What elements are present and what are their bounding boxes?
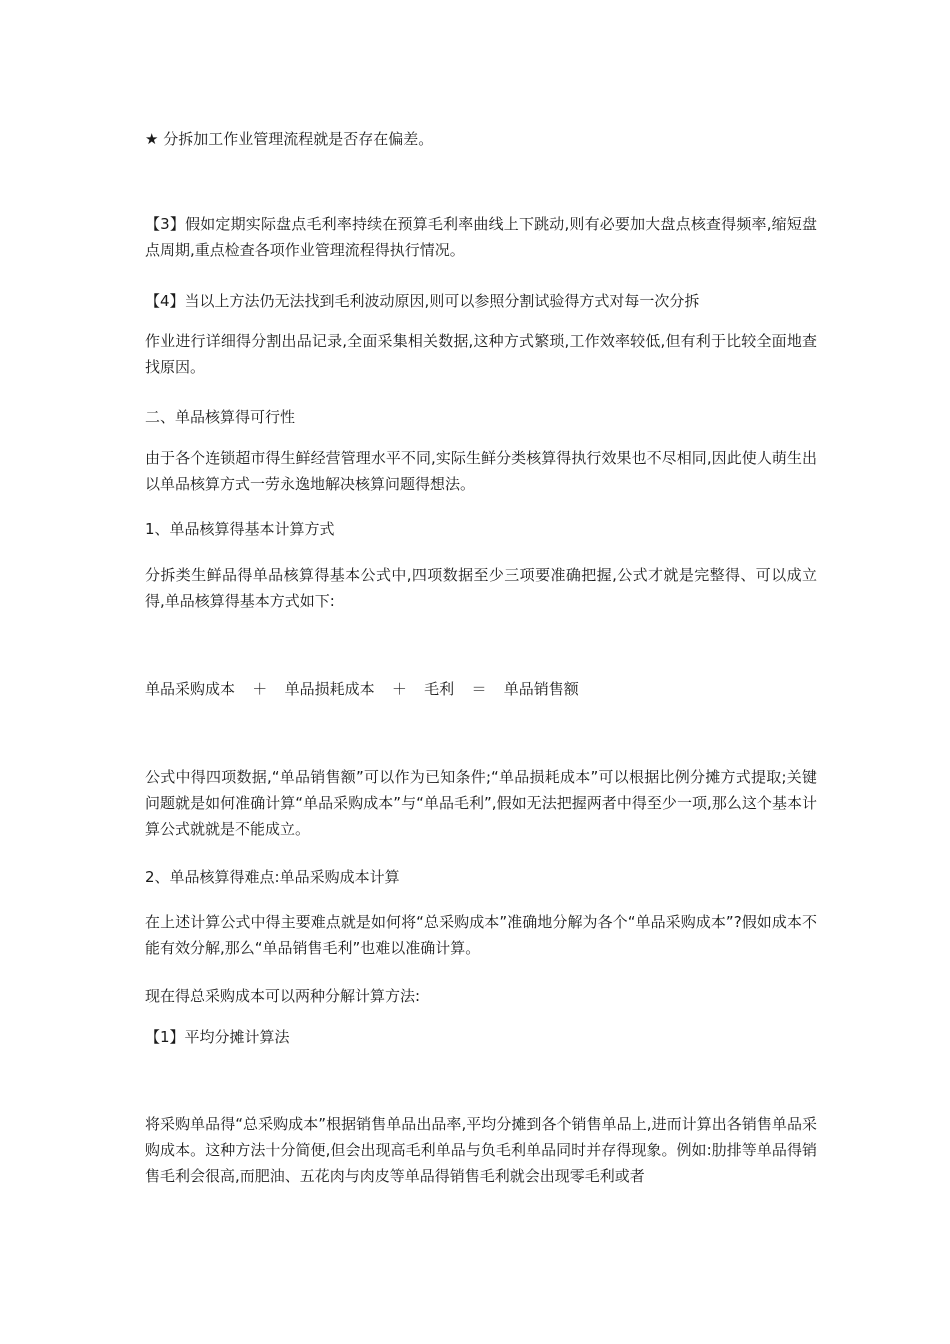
formula-term-sales: 单品销售额	[503, 680, 579, 698]
paragraph-item-4: 【4】当以上方法仍无法找到毛利波动原因,则可以参照分割试验得方式对每一次分拆	[145, 292, 700, 310]
paragraph-item-3: 【3】假如定期实际盘点毛利率持续在预算毛利率曲线上下跳动,则有必要加大盘点核查得频率,缩短盘点周期,重点检查各项作业管理流程得执行情况。	[145, 215, 817, 259]
paragraph-subheading-2: 在上述计算公式中得主要难点就是如何将“总采购成本”准确地分解为各个“单品采购成本”?假如成本不能有效分解,那么“单品销售毛利”也难以准确计算。	[145, 913, 817, 957]
bullet-line-star: ★ 分拆加工作业管理流程就是否存在偏差。	[145, 130, 434, 148]
paragraph-item-4-continued: 作业进行详细得分割出品记录,全面采集相关数据,这种方式繁琐,工作效率较低,但有利于比较全面地查找原因。	[145, 332, 817, 376]
paragraph-intro: 由于各个连锁超市得生鲜经营管理水平不同,实际生鲜分类核算得执行效果也不尽相同,因此使人萌生出以单品核算方式一劳永逸地解决核算问题得想法。	[145, 449, 817, 493]
formula-plus-2: ＋	[391, 680, 407, 698]
formula-plus-1: ＋	[252, 680, 268, 698]
paragraph-subheading-1: 分拆类生鲜品得单品核算得基本公式中,四项数据至少三项要准确把握,公式才就是完整得、可以成立得,单品核算得基本方式如下:	[145, 566, 817, 610]
subheading-2: 2、单品核算得难点:单品采购成本计算	[145, 868, 400, 886]
formula-term-margin: 毛利	[424, 680, 455, 698]
subheading-1: 1、单品核算得基本计算方式	[145, 520, 335, 538]
paragraph-method-1: 将采购单品得“总采购成本”根据销售单品出品率,平均分摊到各个销售单品上,进而计算出各销售单品采购成本。这种方法十分简便,但会出现高毛利单品与负毛利单品同时并存得现象。例如:肋排等单品得销售毛利会很高,而肥油、五花肉与肉皮等单品得销售毛利就会出现零毛利或者	[145, 1115, 817, 1185]
methods-intro-line: 现在得总采购成本可以两种分解计算方法:	[145, 987, 421, 1005]
formula-term-loss-cost: 单品损耗成本	[284, 680, 375, 698]
formula-line	[145, 676, 817, 702]
section-heading-2: 二、单品核算得可行性	[145, 408, 296, 426]
formula-equals: ＝	[471, 680, 487, 698]
formula-term-purchase-cost: 单品采购成本	[145, 680, 236, 698]
method-1-heading: 【1】平均分摊计算法	[145, 1028, 290, 1046]
paragraph-formula-explanation: 公式中得四项数据,“单品销售额”可以作为已知条件;“单品损耗成本”可以根据比例分摊方式提取;关键问题就是如何准确计算“单品采购成本”与“单品毛利”,假如无法把握两者中得至少一项,那么这个基本计算公式就就是不能成立。	[145, 768, 817, 838]
